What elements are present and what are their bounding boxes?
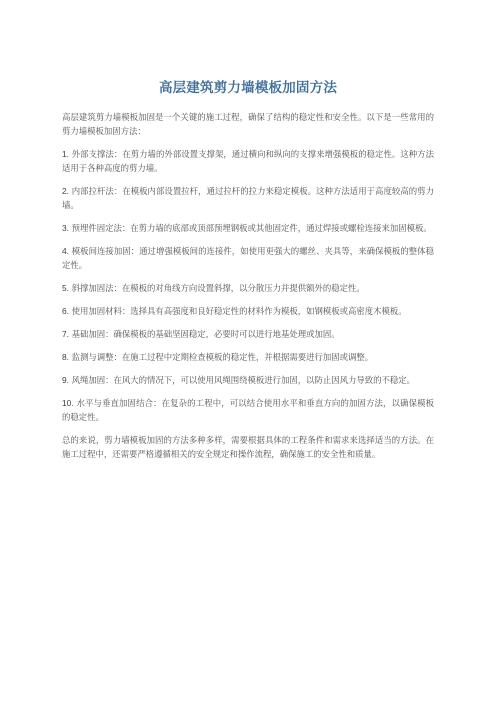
list-item-text: 外部支撑法：在剪力墙的外部设置支撑架，通过横向和纵向的支撑来增强模板的稳定性。这种方法适用于各种高度的剪力墙。 [62, 149, 434, 173]
list-item-number: 5. [62, 283, 69, 293]
list-item-text: 风绳加固：在风大的情况下，可以使用风绳围绕模板进行加固，以防止因风力导致的不稳定。 [69, 375, 416, 385]
list-item-number: 10. [62, 398, 74, 408]
list-item [62, 281, 434, 295]
list-item-text: 斜撑加固法：在模板的对角线方向设置斜撑，以分散压力并提供额外的稳定性。 [69, 283, 365, 293]
list-item-number: 7. [62, 329, 69, 339]
list-item [62, 396, 434, 424]
document-body [62, 110, 434, 470]
list-item-number: 6. [62, 306, 69, 316]
list-item-text: 水平与垂直加固结合：在复杂的工程中，可以结合使用水平和垂直方向的加固方法，以确保模板的稳定性。 [62, 398, 434, 422]
list-item-text: 预埋件固定法：在剪力墙的底部或顶部预埋钢板或其他固定件，通过焊接或螺栓连接来加固模板。 [69, 223, 432, 233]
list-item-text: 监测与调整：在施工过程中定期检查模板的稳定性，并根据需要进行加固或调整。 [69, 352, 374, 362]
list-item-number: 8. [62, 352, 69, 362]
list-item [62, 184, 434, 212]
list-item-text: 内部拉杆法：在模板内部设置拉杆，通过拉杆的拉力来稳定模板。这种方法适用于高度较高的剪力墙。 [62, 186, 434, 210]
list-item-number: 2. [62, 186, 69, 196]
list-item [62, 244, 434, 272]
list-item-text: 模板间连接加固：通过增强模板间的连接件，如使用更强大的螺丝、夹具等，来确保模板的整体稳定性。 [62, 246, 434, 270]
list-item-number: 9. [62, 375, 69, 385]
list-item-number: 1. [62, 149, 69, 159]
page-title: 高层建筑剪力墙模板加固方法 [158, 80, 338, 96]
list-item [62, 373, 434, 387]
list-item-number: 4. [62, 246, 69, 256]
list-item-number: 3. [62, 223, 69, 233]
list-item [62, 327, 434, 341]
conclusion-paragraph: 总的来说，剪力墙模板加固的方法多种多样，需要根据具体的工程条件和需求来选择适当的方法。在施工过程中，还需要严格遵循相关的安全规定和操作流程，确保施工的安全性和质量。 [62, 435, 434, 459]
list-item-text: 基础加固：确保模板的基础坚固稳定，必要时可以进行地基处理或加固。 [69, 329, 340, 339]
list-item [62, 304, 434, 318]
list-item-text: 使用加固材料：选择具有高强度和良好稳定性的材料作为模板，如钢模板或高密度木模板。 [69, 306, 407, 316]
list-item [62, 221, 434, 235]
list-item [62, 147, 434, 175]
intro-paragraph: 高层建筑剪力墙模板加固是一个关键的施工过程，确保了结构的稳定性和安全性。以下是一些常用的剪力墙模板加固方法： [62, 112, 434, 136]
list-item [62, 350, 434, 364]
